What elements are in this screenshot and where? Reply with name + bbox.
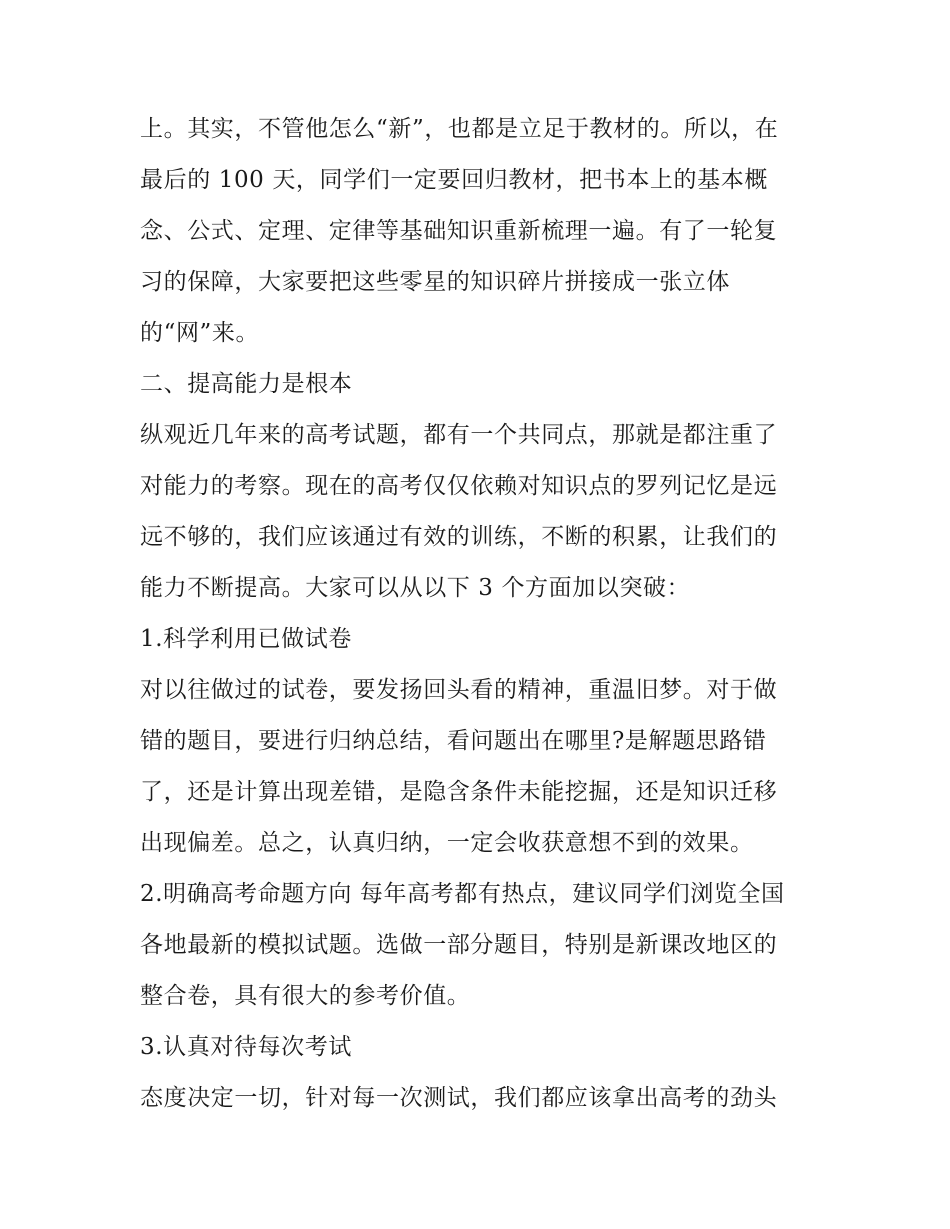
document-body — [140, 104, 820, 1124]
text-line: 上。其实，不管他怎么“新”，也都是立足于教材的。所以，在 — [140, 116, 779, 142]
text-line: 念、公式、定理、定律等基础知识重新梳理一遍。有了一轮复 — [140, 218, 778, 244]
text-line: 各地最新的模拟试题。选做一部分题目，特别是新课改地区的 — [140, 932, 778, 958]
text-line: 对能力的考察。现在的高考仅仅依赖对知识点的罗列记忆是远 — [140, 473, 778, 499]
text-line: 的“网”来。 — [140, 320, 260, 346]
text-line: 远不够的，我们应该通过有效的训练，不断的积累，让我们的 — [140, 524, 778, 550]
text-line: 能力不断提高。大家可以从以下 3 个方面加以突破： — [140, 575, 691, 601]
subsection-heading: 3.认真对待每次考试 — [140, 1034, 352, 1060]
text-line: 习的保障，大家要把这些零星的知识碎片拼接成一张立体 — [140, 269, 730, 295]
text-line: 错的题目，要进行归纳总结，看问题出在哪里?是解题思路错 — [140, 728, 767, 754]
text-line: 态度决定一切，针对每一次测试，我们都应该拿出高考的劲头 — [140, 1085, 778, 1111]
text-line: 整合卷，具有很大的参考价值。 — [140, 983, 471, 1009]
text-line: 出现偏差。总之，认真归纳，一定会收获意想不到的效果。 — [140, 830, 754, 856]
text-line: 了，还是计算出现差错，是隐含条件未能挖掘，还是知识迁移 — [140, 779, 778, 805]
subsection-heading: 2.明确高考命题方向 每年高考都有热点，建议同学们浏览全国 — [140, 881, 785, 907]
text-line: 对以往做过的试卷，要发扬回头看的精神，重温旧梦。对于做 — [140, 677, 778, 703]
section-heading: 二、提高能力是根本 — [140, 371, 353, 397]
text-line: 纵观近几年来的高考试题，都有一个共同点，那就是都注重了 — [140, 422, 778, 448]
subsection-heading: 1.科学利用已做试卷 — [140, 626, 352, 652]
text-line: 最后的 100 天，同学们一定要回归教材，把书本上的基本概 — [140, 167, 768, 193]
